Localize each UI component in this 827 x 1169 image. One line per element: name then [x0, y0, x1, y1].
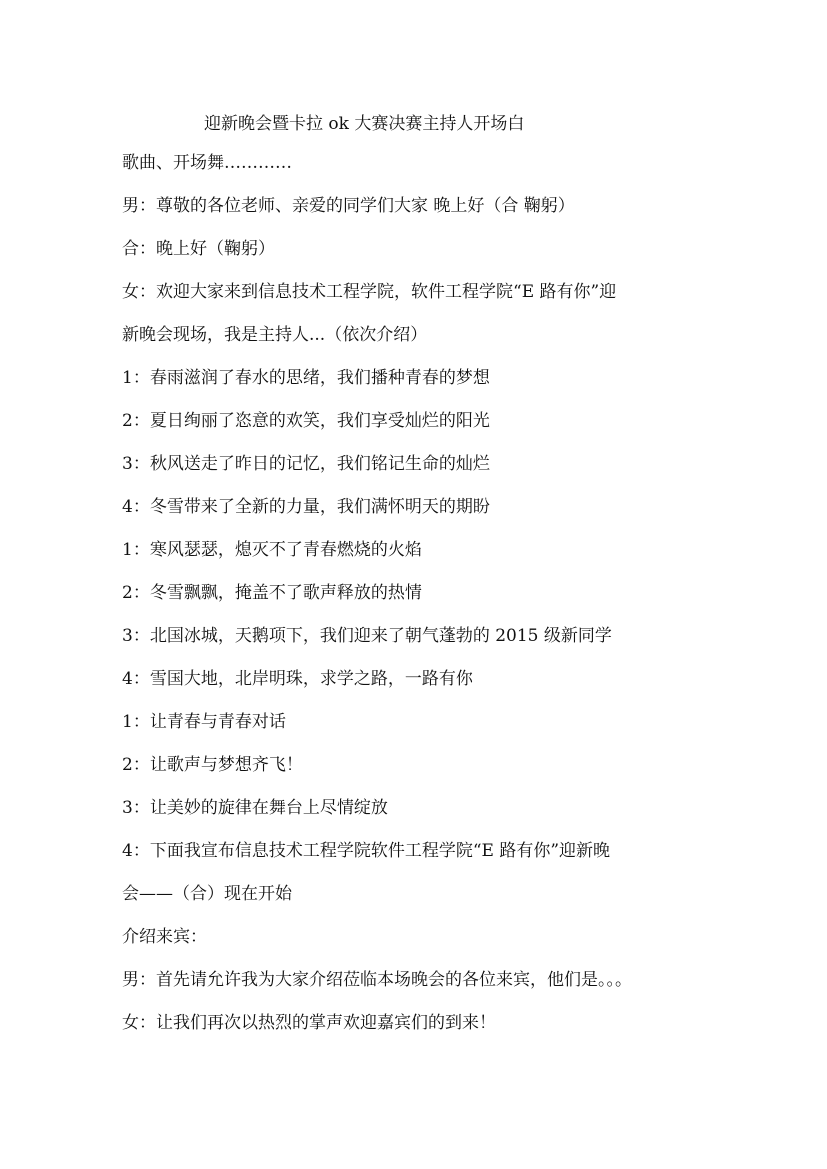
text-line: 2：让歌声与梦想齐飞！ — [122, 755, 303, 775]
text-line: 3：让美妙的旋律在舞台上尽情绽放 — [122, 798, 388, 818]
text-line: 男：尊敬的各位老师、亲爱的同学们大家 晚上好（合 鞠躬） — [122, 196, 575, 216]
text-line: 女：让我们再次以热烈的掌声欢迎嘉宾们的到来！ — [122, 1013, 496, 1033]
text-line: 4：下面我宣布信息技术工程学院软件工程学院“E 路有你”迎新晚 — [122, 841, 611, 861]
text-line: 2：夏日绚丽了恣意的欢笑，我们享受灿烂的阳光 — [122, 411, 490, 431]
document-title: 迎新晚会暨卡拉 ok 大赛决赛主持人开场白 — [204, 114, 525, 134]
text-line: 歌曲、开场舞………… — [122, 153, 292, 173]
text-line: 男：首先请允许我为大家介绍莅临本场晚会的各位来宾，他们是。。。 — [122, 970, 632, 990]
text-line: 3：北国冰城，天鹅项下，我们迎来了朝气蓬勃的 2015 级新同学 — [122, 626, 612, 646]
text-line: 1：春雨滋润了春水的思绪，我们播种青春的梦想 — [122, 368, 490, 388]
text-line: 介绍来宾： — [122, 927, 207, 947]
text-line: 女：欢迎大家来到信息技术工程学院，软件工程学院“E 路有你”迎 — [122, 282, 617, 302]
text-line: 1：让青春与青春对话 — [122, 712, 286, 732]
text-line: 4：冬雪带来了全新的力量，我们满怀明天的期盼 — [122, 497, 490, 517]
text-line: 4：雪国大地，北岸明珠，求学之路，一路有你 — [122, 669, 473, 689]
document-body — [122, 148, 712, 1051]
text-line: 合：晚上好（鞠躬） — [122, 239, 275, 259]
text-line: 会——（合）现在开始 — [122, 884, 292, 904]
text-line: 1：寒风瑟瑟，熄灭不了青春燃烧的火焰 — [122, 540, 422, 560]
text-line: 新晚会现场，我是主持人...（依次介绍） — [122, 325, 428, 345]
text-line: 3：秋风送走了昨日的记忆，我们铭记生命的灿烂 — [122, 454, 490, 474]
text-line: 2：冬雪飘飘，掩盖不了歌声释放的热情 — [122, 583, 422, 603]
